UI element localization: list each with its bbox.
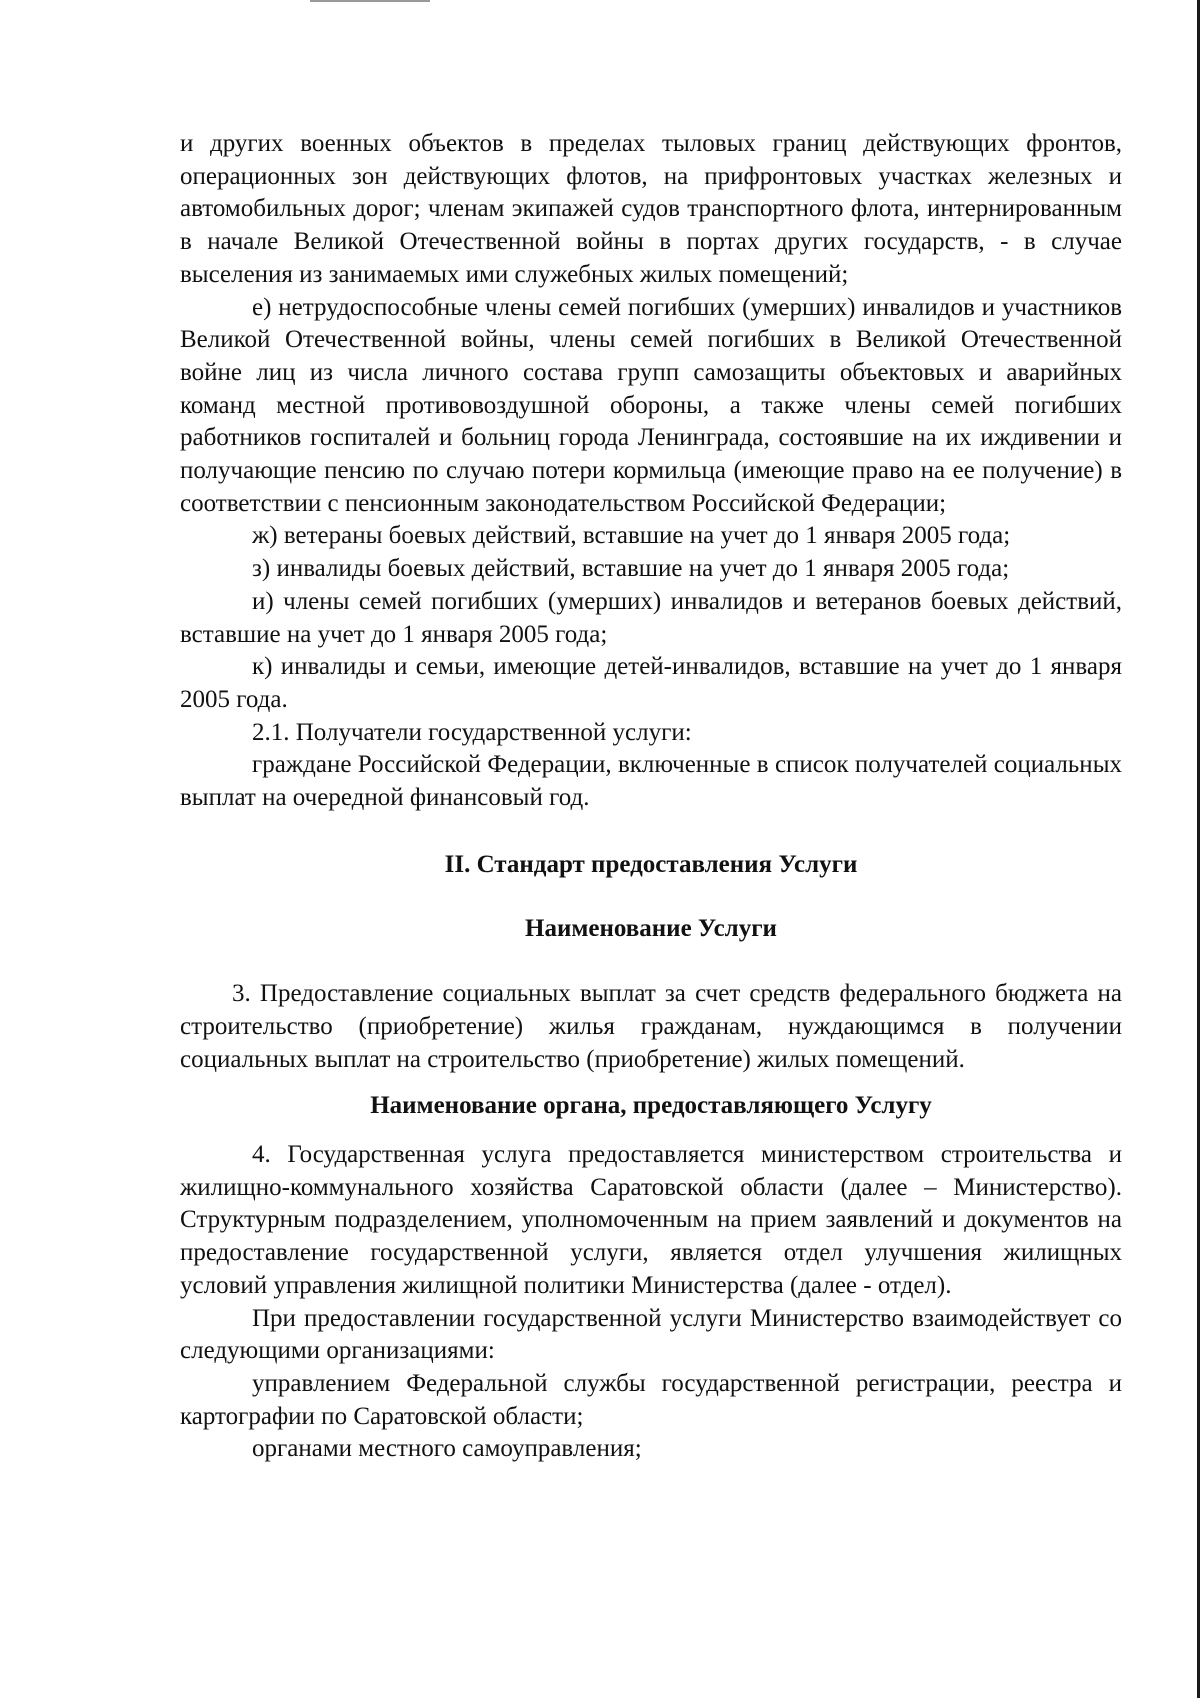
paragraph-local-government: органами местного самоуправления; — [252, 1435, 642, 1463]
paragraph-4: 4. Государственная услуга предоставляется министерством строительства и жилищно-коммунального хозяйства Саратовской области (далее – Министерство). Структурным подразделением, уполномоченным на прием заявлений и документов на предоставление государственной услуги, является отдел улучшения жилищных условий управления жилищной политики Министерства (далее - отдел). — [180, 1140, 1122, 1299]
paragraph-item-i: и) члены семей погибших (умерших) инвалидов и ветеранов боевых действий, вставшие на учет до 1 января 2005 года; — [180, 587, 1122, 648]
section-heading: II. Стандарт предоставления Услуги — [444, 850, 858, 878]
scan-artifact-top — [310, 0, 430, 2]
paragraph-3: 3. Предоставление социальных выплат за счет средств федерального бюджета на строительство (приобретение) жилья гражданам, нуждающимся в получении социальных выплат на строительство (приобретение) жилых помещений. — [180, 980, 1122, 1073]
paragraph-rosreestr: управлением Федеральной службы государственной регистрации, реестра и картографии по Саратовской области; — [180, 1369, 1122, 1430]
paragraph-item-k: к) инвалиды и семьи, имеющие детей-инвалидов, вставшие на учет до 1 января 2005 года. — [180, 653, 1122, 713]
document-body — [180, 128, 1122, 1466]
subheading-service-name: Наименование Услуги — [525, 915, 777, 943]
paragraph-item-e: е) нетрудоспособные члены семей погибших (умерших) инвалидов и участников Великой Отечественной войны, члены семей погибших в Великой Отечественной войне лиц из числа личного состава групп самозащиты объектовых и аварийных команд местной противовоздушной обороны, а также члены семей погибших работников госпиталей и больниц города Ленинграда, состоявшие на их иждивении и получающие пенсию по случаю потери кормильца (имеющие право на ее получение) в соответствии с пенсионным законодательством Российской Федерации; — [180, 293, 1122, 517]
paragraph-2-1: 2.1. Получатели государственной услуги: — [252, 718, 692, 746]
paragraph-continuation: и других военных объектов в пределах тыловых границ действующих фронтов, операционных зон действующих флотов, на прифронтовых участках железных и автомобильных дорог; членам экипажей судов транспортного флота, интернированным в начале Великой Отечественной войны в портах других государств, - в случае выселения из занимаемых ими служебных жилых помещений; — [180, 130, 1122, 288]
subheading-authority-name: Наименование органа, предоставляющего Услугу — [370, 1092, 932, 1120]
paragraph-item-z: з) инвалиды боевых действий, вставшие на учет до 1 января 2005 года; — [252, 555, 1010, 583]
paragraph-item-zh: ж) ветераны боевых действий, вставшие на учет до 1 января 2005 года; — [252, 522, 1011, 550]
paragraph-interaction: При предоставлении государственной услуги Министерство взаимодействует со следующими организациями: — [180, 1304, 1122, 1365]
paragraph-recipients: граждане Российской Федерации, включенные в список получателей социальных выплат на очередной финансовый год. — [180, 751, 1122, 812]
